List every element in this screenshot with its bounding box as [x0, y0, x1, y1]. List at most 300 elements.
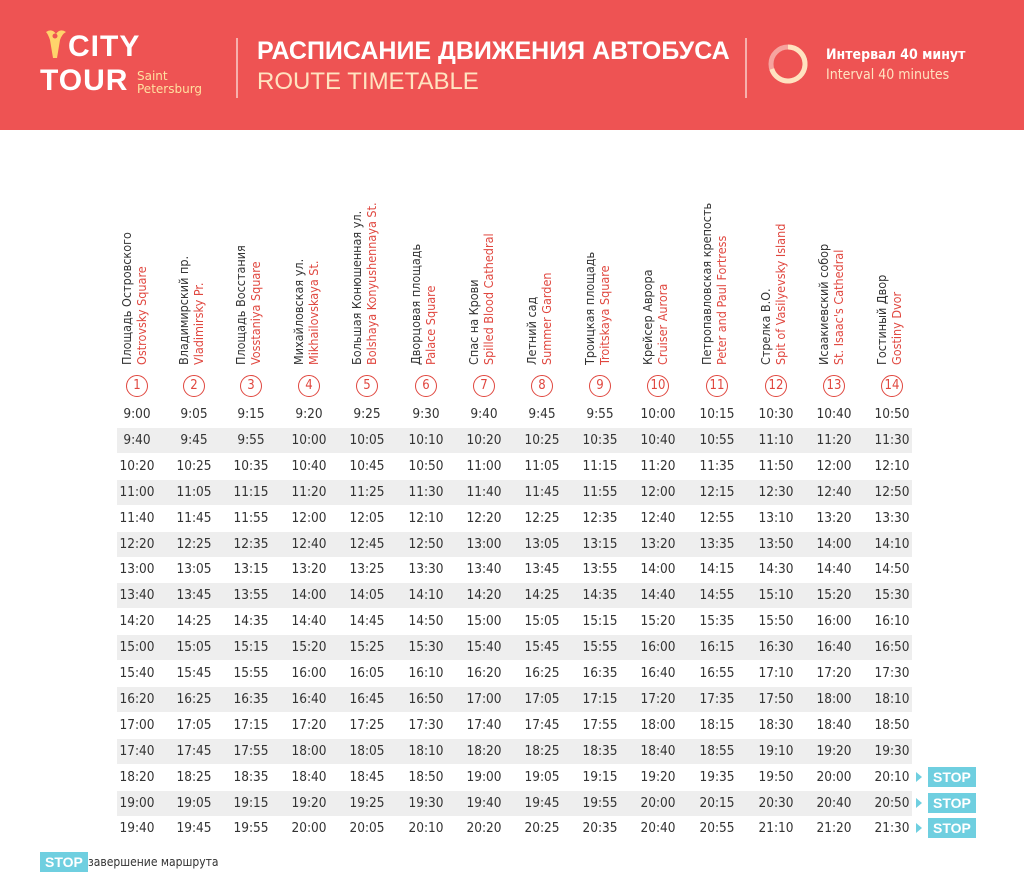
stop-badge: STOP	[928, 818, 976, 838]
stop-number-9: 9	[589, 375, 611, 397]
stop-name-5	[349, 175, 379, 365]
time-cell: 9:45	[528, 406, 556, 422]
time-cell: 20:15	[699, 794, 735, 811]
time-cell: 11:05	[176, 483, 212, 500]
time-cell: 11:35	[699, 457, 735, 474]
time-cell: 16:05	[349, 665, 385, 681]
time-cell: 9:00	[123, 406, 151, 422]
time-cell: 13:05	[176, 561, 212, 578]
time-cell: 16:15	[699, 639, 735, 656]
time-cell: 11:55	[582, 483, 618, 500]
time-cell: 11:15	[233, 483, 269, 500]
time-cell: 9:40	[470, 406, 498, 422]
time-cell: 14:25	[176, 613, 212, 630]
stop-number-11: 11	[706, 375, 728, 397]
fleur-logo-icon	[42, 28, 68, 62]
time-cell: 13:20	[291, 561, 327, 578]
time-cell: 17:00	[466, 690, 502, 707]
stop-number-5: 5	[356, 375, 378, 397]
legend-text: завершение маршрута	[88, 855, 219, 869]
time-cell: 16:00	[291, 665, 327, 681]
time-cell: 14:30	[758, 561, 794, 578]
time-cell: 16:20	[119, 690, 155, 707]
table-row	[117, 635, 912, 660]
stop-number-14: 14	[881, 375, 903, 397]
table-row	[117, 816, 912, 841]
time-cell: 20:35	[582, 820, 618, 837]
time-cell: 17:15	[233, 716, 269, 733]
time-cell: 14:40	[640, 587, 676, 604]
table-row	[117, 739, 912, 764]
header-divider	[236, 38, 238, 98]
route-end-stop-flag	[916, 818, 970, 838]
time-cell: 10:30	[758, 406, 794, 422]
time-cell: 19:05	[524, 768, 560, 785]
time-cell: 12:20	[119, 535, 155, 552]
time-cell: 12:10	[408, 509, 444, 526]
stop-name-13	[816, 175, 846, 365]
time-cell: 14:20	[466, 587, 502, 604]
time-cell: 14:05	[349, 587, 385, 604]
logo-saint-text: Saint	[137, 69, 168, 83]
time-cell: 13:35	[699, 535, 735, 552]
time-cell: 11:40	[119, 509, 155, 526]
time-cell: 16:25	[524, 665, 560, 681]
stop-name-ru: Площадь Восстания	[233, 245, 248, 365]
stop-name-en: Bolshaya Konyushennaya St.	[364, 202, 379, 365]
stop-name-label	[640, 175, 670, 365]
time-cell: 13:00	[119, 561, 155, 578]
time-cell: 12:50	[408, 535, 444, 552]
time-cell: 14:10	[408, 587, 444, 604]
time-cell: 16:50	[874, 639, 910, 656]
stop-name-14	[874, 175, 904, 365]
time-cell: 12:35	[582, 509, 618, 526]
time-cell: 15:45	[524, 639, 560, 656]
time-cell: 11:45	[176, 509, 212, 526]
time-cell: 14:00	[640, 561, 676, 578]
stop-name-label	[582, 175, 612, 365]
time-cell: 14:15	[699, 561, 735, 578]
time-cell: 17:45	[176, 742, 212, 759]
stop-name-3	[233, 175, 263, 365]
time-cell: 20:25	[524, 820, 560, 837]
time-cell: 13:30	[874, 509, 910, 526]
time-cell: 17:40	[466, 716, 502, 733]
time-cell: 13:30	[408, 561, 444, 578]
table-row	[117, 609, 912, 634]
time-cell: 10:35	[233, 457, 269, 474]
stop-name-en: Spit of Vasilyevsky Island	[773, 223, 788, 365]
stop-name-ru: Спас на Крови	[466, 279, 481, 365]
stop-name-en: Mikhailovskaya St.	[306, 260, 321, 365]
time-cell: 15:05	[176, 639, 212, 656]
time-cell: 20:50	[874, 794, 910, 811]
time-cell: 12:30	[758, 483, 794, 500]
time-cell: 11:30	[874, 431, 910, 448]
time-cell: 15:55	[582, 639, 618, 656]
time-cell: 18:35	[582, 742, 618, 759]
interval-ru: Интервал 40 минут	[826, 47, 966, 63]
stop-number-4: 4	[298, 375, 320, 397]
time-cell: 12:05	[349, 509, 385, 526]
time-cell: 20:00	[640, 794, 676, 811]
time-cell: 19:45	[524, 794, 560, 811]
time-cell: 15:30	[874, 587, 910, 604]
time-cell: 15:40	[119, 665, 155, 681]
time-cell: 19:10	[758, 742, 794, 759]
stop-name-ru: Крейсер Аврора	[640, 269, 655, 365]
time-cell: 11:10	[758, 431, 794, 448]
time-cell: 18:15	[699, 716, 735, 733]
time-cell: 10:20	[466, 431, 502, 448]
stop-number-2: 2	[183, 375, 205, 397]
stop-name-1	[119, 175, 149, 365]
time-cell: 14:40	[816, 561, 852, 578]
time-cell: 19:15	[582, 768, 618, 785]
time-cell: 14:25	[524, 587, 560, 604]
stop-name-label	[874, 175, 904, 365]
time-cell: 19:20	[816, 742, 852, 759]
time-cell: 15:00	[119, 639, 155, 656]
time-cell: 10:10	[408, 431, 444, 448]
stop-name-ru: Летний сад	[524, 296, 539, 365]
time-cell: 16:10	[874, 613, 910, 630]
stop-name-label	[524, 175, 554, 365]
time-cell: 20:20	[466, 820, 502, 837]
time-cell: 13:45	[524, 561, 560, 578]
time-cell: 11:25	[349, 483, 385, 500]
stop-name-7	[466, 175, 496, 365]
time-cell: 14:00	[816, 535, 852, 552]
time-cell: 14:55	[699, 587, 735, 604]
time-cell: 18:40	[640, 742, 676, 759]
time-cell: 18:40	[816, 716, 852, 733]
time-cell: 11:55	[233, 509, 269, 526]
time-cell: 21:10	[758, 820, 794, 837]
time-cell: 11:40	[466, 483, 502, 500]
time-cell: 11:15	[582, 457, 618, 474]
stop-name-en: Palace Square	[423, 285, 438, 365]
time-cell: 15:55	[233, 665, 269, 681]
time-cell: 14:50	[408, 613, 444, 630]
stop-name-ru: Гостиный Двор	[874, 274, 889, 365]
time-cell: 15:15	[233, 639, 269, 656]
time-cell: 10:20	[119, 457, 155, 474]
stop-name-en: Summer Garden	[539, 272, 554, 365]
time-cell: 13:00	[466, 535, 502, 552]
time-cell: 19:25	[349, 794, 385, 811]
legend-stop-badge: STOP	[40, 852, 88, 872]
time-cell: 19:05	[176, 794, 212, 811]
table-row	[117, 532, 912, 557]
stop-name-6	[408, 175, 438, 365]
time-cell: 18:20	[466, 742, 502, 759]
time-cell: 13:40	[466, 561, 502, 578]
time-cell: 13:15	[233, 561, 269, 578]
time-cell: 12:40	[640, 509, 676, 526]
time-cell: 11:45	[524, 483, 560, 500]
time-cell: 13:15	[582, 535, 618, 552]
route-end-stop-flag	[916, 793, 970, 813]
time-cell: 20:00	[816, 768, 852, 785]
time-cell: 15:25	[349, 639, 385, 656]
arrow-right-icon	[916, 772, 922, 782]
stop-name-12	[758, 175, 788, 365]
time-cell: 19:00	[466, 768, 502, 785]
time-cell: 18:05	[349, 742, 385, 759]
time-cell: 13:55	[582, 561, 618, 578]
time-cell: 15:15	[582, 613, 618, 630]
time-cell: 19:50	[758, 768, 794, 785]
stop-name-ru: Исаакиевский собор	[816, 243, 831, 365]
stop-number-3: 3	[240, 375, 262, 397]
stop-name-en: Peter and Paul Fortress	[714, 235, 729, 365]
time-cell: 15:20	[816, 587, 852, 604]
time-cell: 16:30	[758, 639, 794, 656]
time-cell: 16:35	[582, 665, 618, 681]
time-cell: 17:20	[291, 716, 327, 733]
time-cell: 20:10	[408, 820, 444, 837]
stop-number-7: 7	[473, 375, 495, 397]
stop-name-en: Cruiser Aurora	[655, 283, 670, 365]
time-cell: 19:55	[582, 794, 618, 811]
logo-saint-petersburg	[137, 70, 202, 96]
time-cell: 10:05	[349, 431, 385, 448]
stop-badge: STOP	[928, 767, 976, 787]
time-cell: 10:25	[176, 457, 212, 474]
time-cell: 19:55	[233, 820, 269, 837]
time-cell: 11:05	[524, 457, 560, 474]
stop-number-1: 1	[126, 375, 148, 397]
time-cell: 13:55	[233, 587, 269, 604]
time-cell: 9:40	[123, 431, 151, 448]
time-cell: 17:45	[524, 716, 560, 733]
stop-name-11	[699, 175, 729, 365]
time-cell: 16:00	[640, 639, 676, 656]
time-cell: 10:40	[291, 457, 327, 474]
time-cell: 16:50	[408, 690, 444, 707]
city-tour-logo[interactable]	[40, 28, 220, 100]
time-cell: 13:20	[816, 509, 852, 526]
header-divider	[745, 38, 747, 98]
time-cell: 10:15	[699, 406, 735, 422]
time-cell: 10:00	[291, 431, 327, 448]
time-cell: 19:45	[176, 820, 212, 837]
stop-name-en: Troitskaya Square	[597, 265, 612, 365]
time-cell: 19:30	[408, 794, 444, 811]
stop-name-ru: Площадь Островского	[119, 232, 134, 365]
stop-name-ru: Большая Конюшенная ул.	[349, 210, 364, 365]
time-cell: 10:55	[699, 431, 735, 448]
time-cell: 9:05	[180, 406, 208, 422]
time-cell: 9:25	[353, 406, 381, 422]
time-cell: 17:20	[640, 690, 676, 707]
time-cell: 18:10	[874, 690, 910, 707]
time-cell: 13:40	[119, 587, 155, 604]
stop-name-label	[758, 175, 788, 365]
time-cell: 20:10	[874, 768, 910, 785]
logo-city-text: CITY	[68, 30, 141, 63]
time-cell: 18:35	[233, 768, 269, 785]
time-cell: 17:40	[119, 742, 155, 759]
time-cell: 17:05	[176, 716, 212, 733]
time-cell: 14:40	[291, 613, 327, 630]
time-cell: 16:45	[349, 690, 385, 707]
time-cell: 20:05	[349, 820, 385, 837]
time-cell: 15:50	[758, 613, 794, 630]
stop-name-en: Gostiny Dvor	[889, 291, 904, 365]
table-row	[117, 557, 912, 582]
stop-name-label	[466, 175, 496, 365]
time-cell: 19:40	[119, 820, 155, 837]
time-cell: 13:50	[758, 535, 794, 552]
time-cell: 17:25	[349, 716, 385, 733]
time-cell: 14:35	[233, 613, 269, 630]
time-cell: 10:25	[524, 431, 560, 448]
time-cell: 10:35	[582, 431, 618, 448]
time-cell: 11:20	[291, 483, 327, 500]
stop-name-4	[291, 175, 321, 365]
stop-name-label	[119, 175, 149, 365]
time-cell: 14:45	[349, 613, 385, 630]
stop-name-ru: Стрелка В.О.	[758, 288, 773, 365]
table-row	[117, 428, 912, 453]
time-cell: 20:30	[758, 794, 794, 811]
time-cell: 15:45	[176, 665, 212, 681]
time-cell: 19:15	[233, 794, 269, 811]
time-cell: 9:15	[237, 406, 265, 422]
time-cell: 12:25	[524, 509, 560, 526]
time-cell: 15:35	[699, 613, 735, 630]
time-cell: 14:20	[119, 613, 155, 630]
table-row	[117, 583, 912, 608]
time-cell: 18:45	[349, 768, 385, 785]
time-cell: 17:30	[874, 665, 910, 681]
time-cell: 15:30	[408, 639, 444, 656]
stop-badge: STOP	[928, 793, 976, 813]
time-cell: 19:00	[119, 794, 155, 811]
time-cell: 11:20	[816, 431, 852, 448]
time-cell: 17:35	[699, 690, 735, 707]
time-cell: 18:10	[408, 742, 444, 759]
table-row	[117, 791, 912, 816]
stop-name-label	[408, 175, 438, 365]
time-cell: 11:50	[758, 457, 794, 474]
time-cell: 18:55	[699, 742, 735, 759]
time-cell: 17:00	[119, 716, 155, 733]
stop-name-en: Vladimirsky Pr.	[191, 282, 206, 365]
time-cell: 12:15	[699, 483, 735, 500]
time-cell: 16:20	[466, 665, 502, 681]
time-cell: 12:35	[233, 535, 269, 552]
stop-name-en: Spilled Blood Cathedral	[481, 233, 496, 365]
time-cell: 12:10	[874, 457, 910, 474]
time-cell: 15:20	[640, 613, 676, 630]
interval-en: Interval 40 minutes	[826, 67, 950, 83]
time-cell: 20:55	[699, 820, 735, 837]
stop-name-10	[640, 175, 670, 365]
table-row	[117, 661, 912, 686]
time-cell: 10:40	[640, 431, 676, 448]
stop-name-en: Vosstaniya Square	[248, 261, 263, 365]
time-cell: 18:50	[408, 768, 444, 785]
table-row	[117, 454, 912, 479]
time-cell: 19:40	[466, 794, 502, 811]
time-cell: 12:45	[349, 535, 385, 552]
time-cell: 13:20	[640, 535, 676, 552]
time-cell: 12:25	[176, 535, 212, 552]
time-cell: 16:40	[640, 665, 676, 681]
time-cell: 13:45	[176, 587, 212, 604]
title-ru: РАСПИСАНИЕ ДВИЖЕНИЯ АВТОБУСА	[257, 37, 730, 65]
time-cell: 18:25	[524, 742, 560, 759]
table-row	[117, 506, 912, 531]
time-cell: 14:10	[874, 535, 910, 552]
time-cell: 16:40	[816, 639, 852, 656]
time-cell: 9:55	[237, 431, 265, 448]
interval-clock-icon	[767, 43, 809, 85]
route-end-stop-flag	[916, 767, 970, 787]
header	[0, 0, 1024, 130]
stop-name-ru: Владимирский пр.	[176, 255, 191, 365]
time-cell: 18:40	[291, 768, 327, 785]
stop-name-label	[233, 175, 263, 365]
stop-name-label	[291, 175, 321, 365]
time-cell: 17:05	[524, 690, 560, 707]
time-cell: 19:20	[291, 794, 327, 811]
time-cell: 18:00	[816, 690, 852, 707]
time-cell: 12:00	[640, 483, 676, 500]
table-row	[117, 687, 912, 712]
time-cell: 16:10	[408, 665, 444, 681]
time-cell: 12:55	[699, 509, 735, 526]
time-cell: 18:00	[640, 716, 676, 733]
stop-name-en: Ostrovsky Square	[134, 266, 149, 365]
stop-name-label	[349, 175, 379, 365]
table-row	[117, 765, 912, 790]
time-cell: 11:00	[119, 483, 155, 500]
time-cell: 16:55	[699, 665, 735, 681]
stop-name-ru: Михайловская ул.	[291, 258, 306, 365]
stop-number-12: 12	[765, 375, 787, 397]
time-cell: 16:25	[176, 690, 212, 707]
time-cell: 11:00	[466, 457, 502, 474]
time-cell: 13:10	[758, 509, 794, 526]
time-cell: 10:45	[349, 457, 385, 474]
title-en: ROUTE TIMETABLE	[257, 68, 479, 95]
time-cell: 20:00	[291, 820, 327, 837]
time-cell: 18:30	[758, 716, 794, 733]
time-cell: 17:15	[582, 690, 618, 707]
stop-name-2	[176, 175, 206, 365]
time-cell: 21:30	[874, 820, 910, 837]
table-row	[117, 480, 912, 505]
time-cell: 9:30	[412, 406, 440, 422]
logo-petersburg-text: Petersburg	[137, 82, 203, 96]
time-cell: 15:20	[291, 639, 327, 656]
time-cell: 9:45	[180, 431, 208, 448]
time-cell: 13:05	[524, 535, 560, 552]
time-cell: 14:50	[874, 561, 910, 578]
time-cell: 18:00	[291, 742, 327, 759]
time-cell: 12:50	[874, 483, 910, 500]
time-cell: 21:20	[816, 820, 852, 837]
logo-tour-text: TOUR	[40, 64, 129, 97]
time-cell: 12:40	[291, 535, 327, 552]
time-cell: 17:55	[233, 742, 269, 759]
time-cell: 10:50	[408, 457, 444, 474]
